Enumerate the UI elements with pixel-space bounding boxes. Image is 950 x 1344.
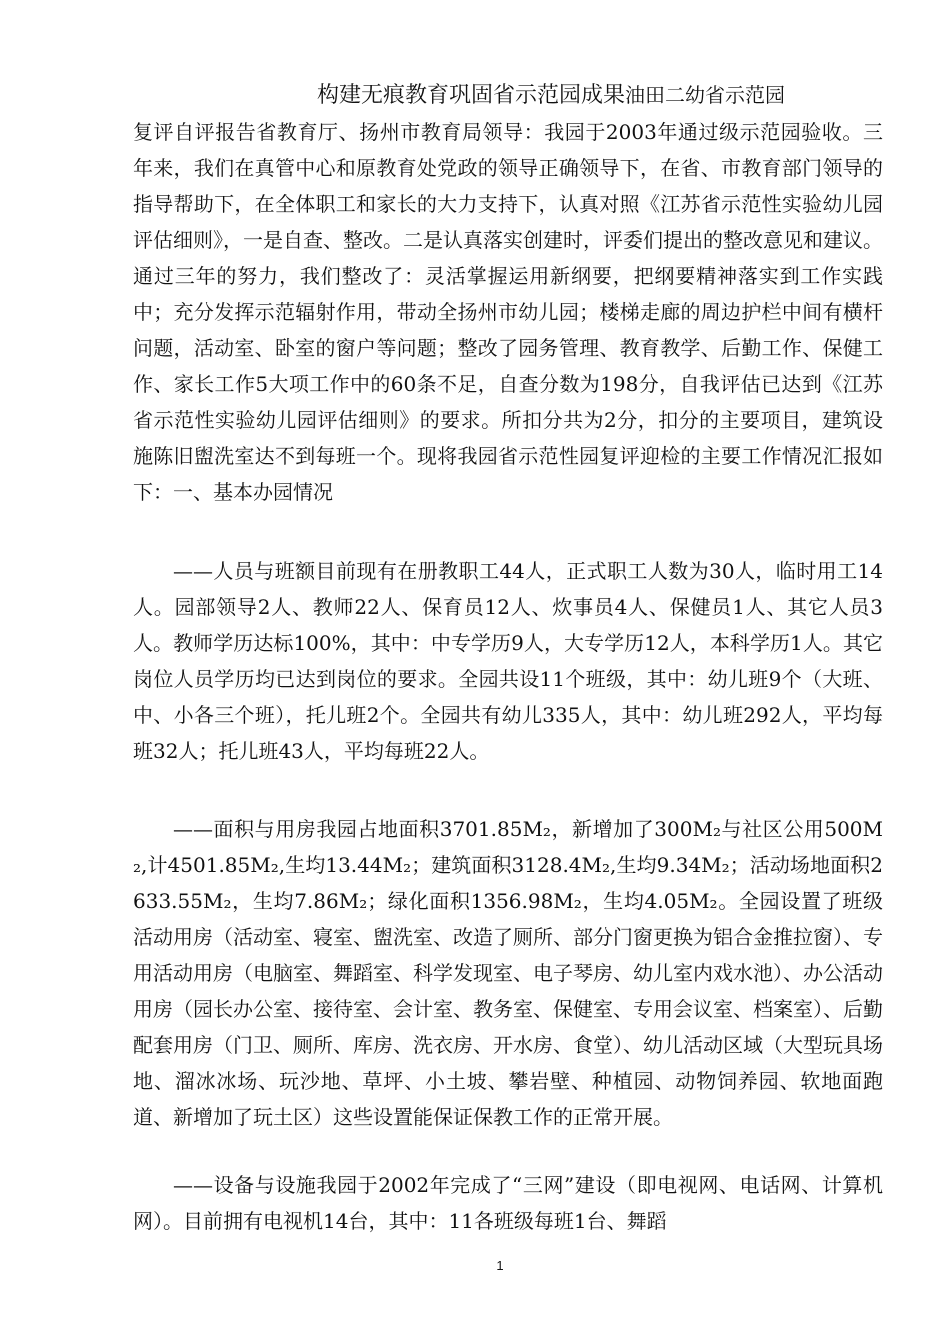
title-main: 构建无痕教育巩固省示范园成果: [317, 83, 626, 108]
title-suffix: 油田二幼省示范园: [625, 83, 786, 107]
page-number: 1: [496, 1258, 504, 1273]
area-paragraph: ——面积与用房我园占地面积3701.85M₂，新增加了300M₂与社区公用500M₂,计4501.85M₂,生均13.44M₂；建筑面积3128.4M₂,生均9.34M₂；活动场地面积2633.55M₂，生均7.86M₂；绿化面积1356.98M₂，生均4.05M₂。全园设置了班级活动用房（活动室、寝室、盥洗室、改造了厕所、部分门窗更换为铝合金推拉窗）、专用活动用房（电脑室、舞蹈室、科学发现室、电子琴房、幼儿室内戏水池）、办公活动用房（园长办公室、接待室、会计室、教务室、保健室、专用会议室、档案室）、后勤配套用房（门卫、厕所、库房、洗衣房、开水房、食堂）、幼儿活动区域（大型玩具场地、溜冰冰场、玩沙地、草坪、小土坡、攀岩壁、种植园、动物饲养园、软地面跑道、新增加了玩土区）这些设置能保证保教工作的正常开展。: [133, 817, 883, 1129]
document-title: [317, 78, 877, 113]
intro-paragraph: 复评自评报告省教育厅、扬州市教育局领导：我园于2003年通过级示范园验收。三年来，我们在真管中心和原教育处党政的领导正确领导下，在省、市教育部门领导的指导帮助下，在全体职工和家长的大力支持下，认真对照《江苏省示范性实验幼儿园评估细则》，一是自查、整改。二是认真落实创建时，评委们提出的整改意见和建议。通过三年的努力，我们整改了：灵活掌握运用新纲要，把纲要精神落实到工作实践中；充分发挥示范辐射作用，带动全扬州市幼儿园；楼梯走廊的周边护栏中间有横杆问题，活动室、卧室的窗户等问题；整改了园务管理、教育教学、后勤工作、保健工作、家长工作5大项工作中的60条不足，自查分数为198分，自我评估已达到《江苏省示范性实验幼儿园评估细则》的要求。所扣分共为2分，扣分的主要项目，建筑设施陈旧盥洗室达不到每班一个。现将我园省示范性园复评迎检的主要工作情况汇报如下：一、基本办园情况: [133, 120, 883, 504]
equipment-paragraph: ——设备与设施我园于2002年完成了“三网”建设（即电视网、电话网、计算机网）。目前拥有电视机14台，其中：11各班级每班1台、舞蹈: [133, 1173, 883, 1233]
staff-paragraph: ——人员与班额目前现有在册教职工44人，正式职工人数为30人，临时用工14人。园部领导2人、教师22人、保育员12人、炊事员4人、保健员1人、其它人员3人。教师学历达标100%，其中：中专学历9人，大专学历12人，本科学历1人。其它岗位人员学历均已达到岗位的要求。全园共设11个班级，其中：幼儿班9个（大班、中、小各三个班），托儿班2个。全园共有幼儿335人，其中：幼儿班292人，平均每班32人；托儿班43人，平均每班22人。: [133, 559, 883, 763]
